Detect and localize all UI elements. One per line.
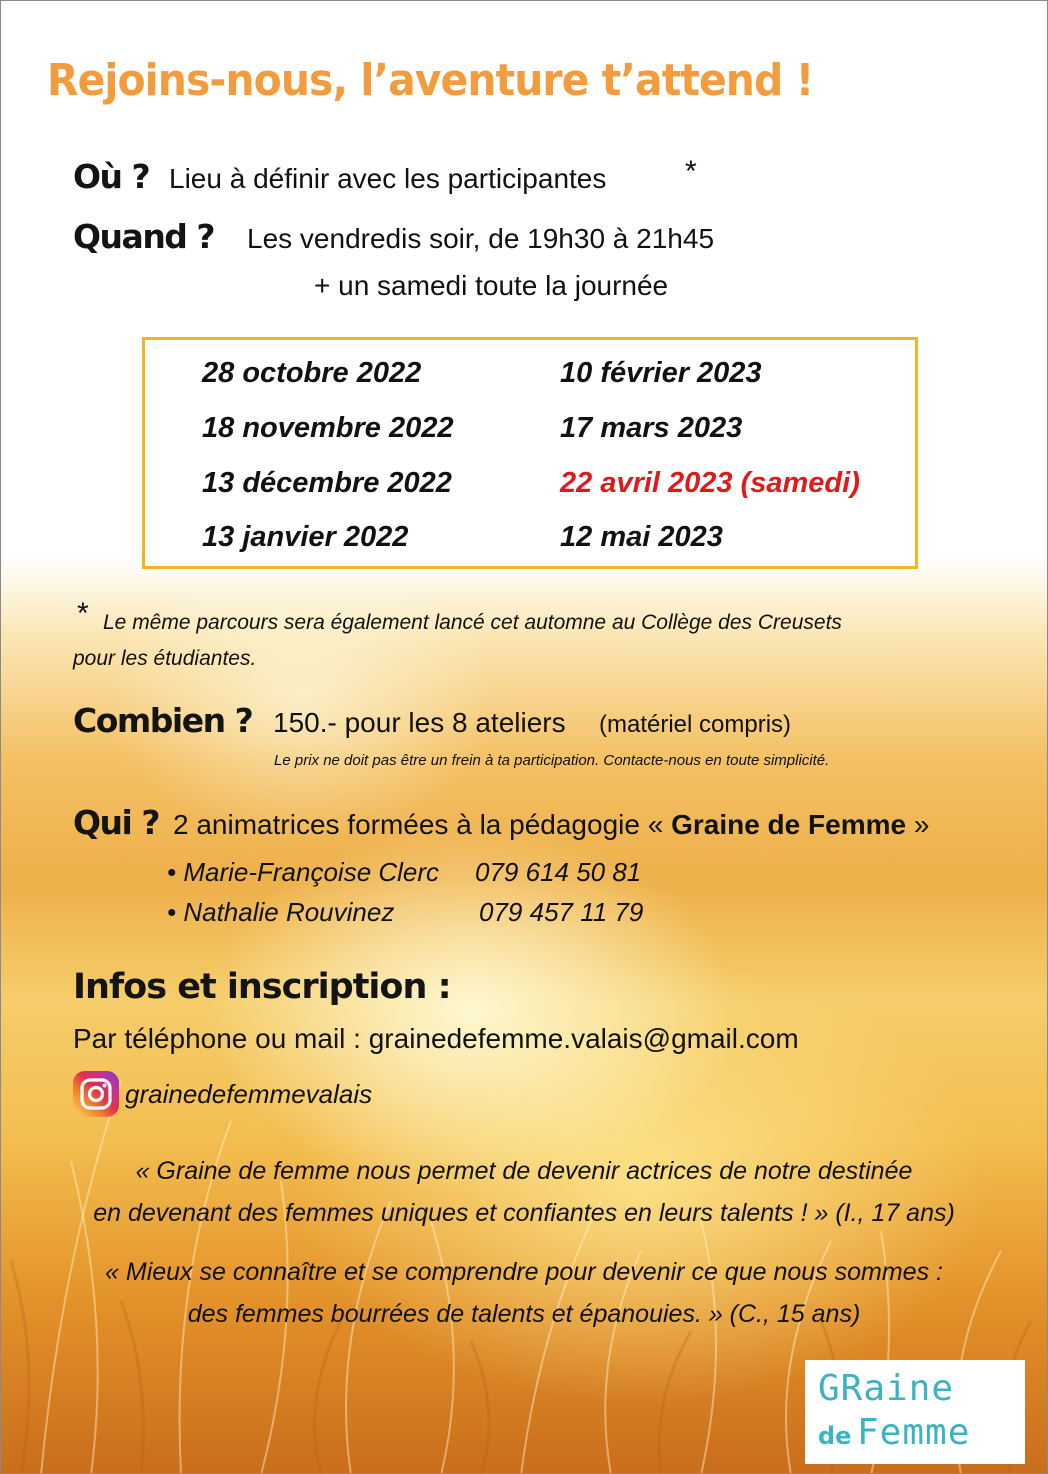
cost-label: Combien ? [73,701,253,740]
infos-contact: Par téléphone ou mail : grainedefemme.valais@gmail.com [73,1023,799,1054]
when-label: Quand ? [73,217,215,256]
cost-small-print: Le prix ne doit pas être un frein à ta participation. Contacte-nous en toute simplicité. [274,752,830,769]
note-line-2: pour les étudiantes. [73,647,257,670]
instagram-icon [73,1071,119,1117]
date-left-2: 18 novembre 2022 [202,412,454,444]
instagram-handle: grainedefemmevalais [125,1079,373,1109]
cost-price: 150.- pour les 8 ateliers [273,707,566,738]
logo-line-1: GRaine [818,1368,955,1409]
quote-2-line-1: « Mieux se connaître et se comprendre pour devenir ce que nous sommes : [105,1258,943,1286]
cost-detail: (matériel compris) [599,711,792,738]
date-right-2: 17 mars 2023 [560,412,743,444]
when-extra: + un samedi toute la journée [314,270,669,301]
infos-heading: Infos et inscription : [73,967,451,1007]
person-1-name: • Marie-Françoise Clerc [167,857,440,887]
quote-1-line-1: « Graine de femme nous permet de devenir actrices de notre destinée [135,1157,913,1185]
dates-box [142,337,918,569]
when-text: Les vendredis soir, de 19h30 à 21h45 [247,223,715,254]
golden-grass-background [1,561,1047,1474]
where-label: Où ? [73,157,150,196]
who-text-main: 2 animatrices formées à la pédagogie « [173,809,672,840]
page-title: Rejoins-nous, l’aventure t’attend ! [47,55,814,106]
note-star: * [77,597,89,630]
logo-line-2a: de [818,1422,852,1450]
graine-de-femme-logo [805,1360,1025,1464]
date-left-3: 13 décembre 2022 [202,467,452,499]
date-right-3-highlight: 22 avril 2023 (samedi) [560,467,860,499]
person-1-phone: 079 614 50 81 [475,857,642,887]
quote-2-line-2: des femmes bourrées de talents et épanouies. » (C., 15 ans) [187,1300,861,1328]
date-right-4: 12 mai 2023 [560,521,723,553]
date-right-1: 10 février 2023 [560,357,762,389]
logo-line-2b: Femme [857,1412,971,1453]
who-text [173,809,929,841]
person-2-name: • Nathalie Rouvinez [167,897,395,927]
who-label: Qui ? [73,803,159,842]
where-star: * [685,155,697,188]
date-left-1: 28 octobre 2022 [202,357,422,389]
note-line-1: Le même parcours sera également lancé cet automne au Collège des Creusets [103,611,842,634]
person-2-phone: 079 457 11 79 [479,897,644,927]
quote-1-line-2: en devenant des femmes uniques et confiantes en leurs talents ! » (I., 17 ans) [93,1199,955,1227]
date-left-4: 13 janvier 2022 [202,521,409,553]
who-text-close: » [906,809,930,840]
where-text: Lieu à définir avec les participantes [169,163,607,194]
who-brand: Graine de Femme [671,809,907,840]
